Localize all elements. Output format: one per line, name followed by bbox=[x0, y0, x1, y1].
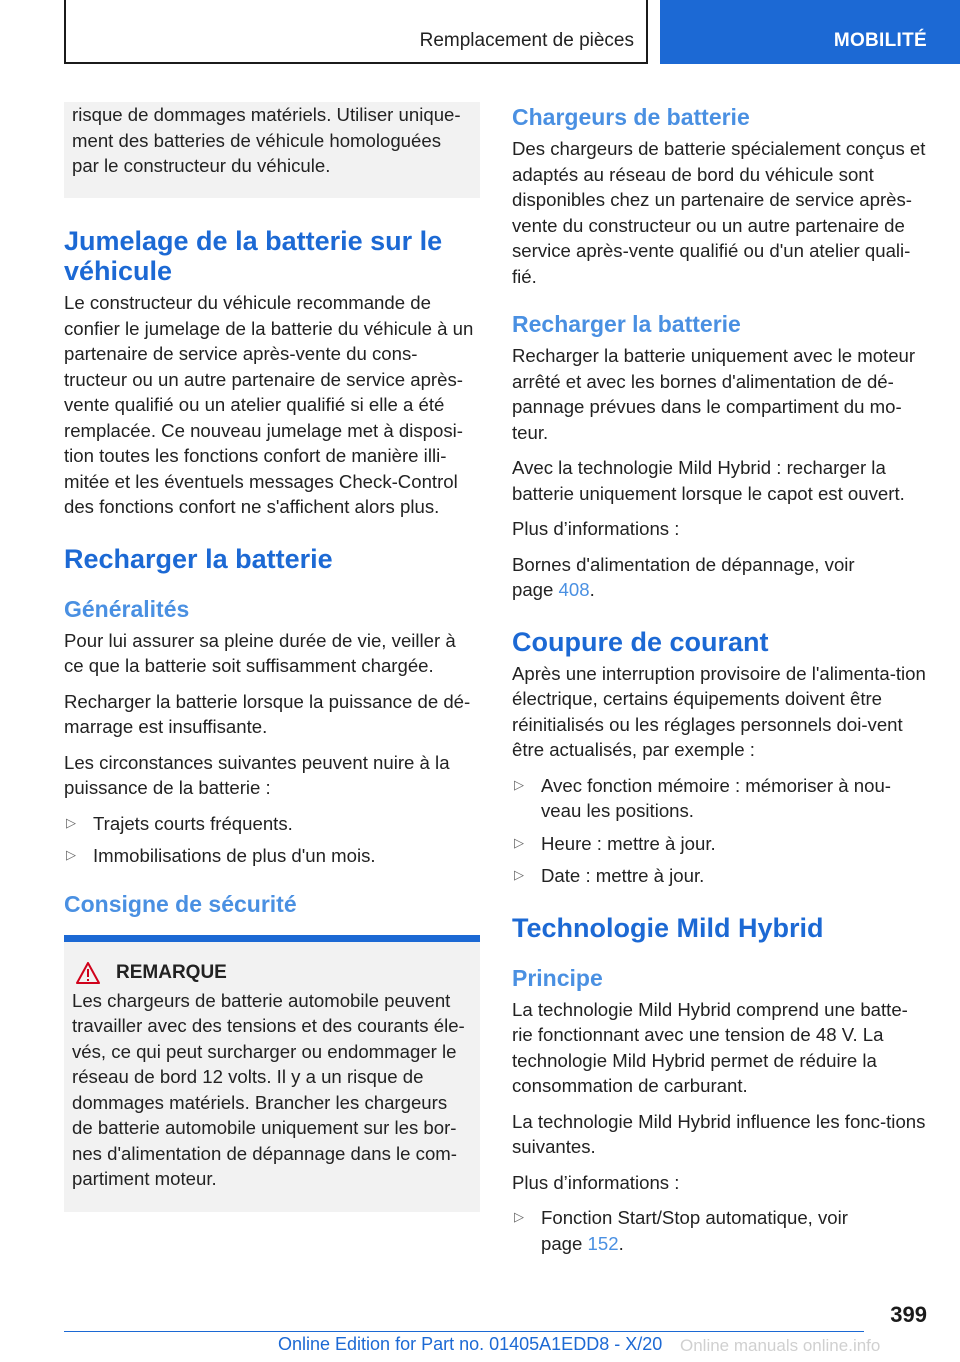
notice-text: Les chargeurs de batterie automobile peuvent travailler avec des tensions et des courants éle-vés, ce qui peut surcharger ou endommager le réseau de bord 12 volts. Il y a un risque de dommages matériels. Brancher les chargeurs de batterie automobile uniquement sur les bor-nes d'alimentation de dépannage dans le com-partiment moteur. bbox=[72, 989, 465, 1189]
pairing-text: Le constructeur du véhicule recommande de confier le jumelage de la batterie du véhicule à un partenaire de service après-vente du cons-tructeur ou un autre partenaire de service après-vente qualifié ou un atelier qualifié si elle a été remplacée. Ce nouveau jumelage met à disposi-tion toutes les fonctions confort de manière illi-mitée et les éventuels messages Check-Control des fonctions confort ne s'affichent alors plus. bbox=[64, 292, 474, 517]
chapter-title: MOBILITÉ bbox=[833, 30, 927, 51]
triangle-right-icon: ▷ bbox=[66, 847, 76, 862]
triangle-right-icon: ▷ bbox=[514, 834, 524, 850]
notice-box bbox=[64, 942, 480, 1212]
general-p1: Pour lui assurer sa pleine durée de vie, veiller à ce que la batterie soit suffisamment chargée. bbox=[64, 629, 456, 676]
battery-factors-list bbox=[64, 811, 480, 869]
triangle-right-icon: ▷ bbox=[514, 776, 524, 792]
header-chapter-tab bbox=[660, 0, 960, 64]
triangle-right-icon: ▷ bbox=[514, 867, 524, 882]
triangle-right-icon: ▷ bbox=[66, 814, 76, 830]
page-link-152[interactable]: 152 bbox=[587, 1232, 619, 1254]
principle-p1: La technologie Mild Hybrid comprend une batte-rie fonctionnant avec une tension de 48 V. La technologie Mild Hybrid permet de réduire la consommation de carburant. bbox=[512, 998, 908, 1096]
page-link-408[interactable]: 408 bbox=[558, 579, 590, 600]
left-column bbox=[64, 102, 480, 1212]
list-item: ▷ Trajets courts fréquents. bbox=[64, 811, 480, 837]
general-heading: Généralités bbox=[64, 595, 190, 622]
watermark: Online manuals online.info bbox=[680, 1336, 881, 1355]
charging-p4: Bornes d'alimentation de dépannage, voir page 408. bbox=[512, 553, 855, 600]
charging-p1: Recharger la batterie uniquement avec le moteur arrêté et avec les bornes d'alimentation de dé-pannage prévues dans le compartiment du mo-teur. bbox=[512, 345, 916, 443]
pairing-heading: Jumelage de la batterie sur le véhicule bbox=[64, 226, 443, 286]
charging-p2: Avec la technologie Mild Hybrid : recharger la batterie uniquement lorsque le capot est ouvert. bbox=[512, 457, 905, 504]
principle-p2: La technologie Mild Hybrid influence les fonc-tions suivantes. bbox=[512, 1110, 926, 1157]
edition-text: Online Edition for Part no. 01405A1EDD8 - X/20 bbox=[278, 1334, 663, 1354]
triangle-right-icon: ▷ bbox=[514, 1209, 524, 1224]
power-cut-heading: Coupure de courant bbox=[512, 626, 769, 657]
charging-heading: Recharger la batterie bbox=[512, 311, 741, 337]
list-item: ▷ Avec fonction mémoire : mémoriser à nou-veau les positions. bbox=[512, 773, 928, 824]
power-cut-list bbox=[512, 773, 928, 889]
general-p3: Les circonstances suivantes peuvent nuire à la puissance de la batterie : bbox=[64, 751, 450, 798]
notice-accent-bar bbox=[64, 935, 480, 942]
power-cut-text: Après une interruption provisoire de l'alimenta-tion électrique, certains équipements doivent être réinitialisés ou les réglages personnels doi-vent être actualisés, par exemple : bbox=[512, 662, 926, 760]
mild-hybrid-heading: Technologie Mild Hybrid bbox=[512, 912, 824, 943]
right-column bbox=[512, 102, 928, 1266]
principle-p3: Plus d’informations : bbox=[512, 1171, 680, 1193]
principle-heading: Principe bbox=[512, 964, 603, 991]
continued-warning-box bbox=[64, 102, 480, 198]
chargers-heading: Chargeurs de batterie bbox=[512, 104, 750, 130]
list-item: ▷ Heure : mettre à jour. bbox=[512, 831, 928, 857]
chargers-text: Des chargeurs de batterie spécialement conçus et adaptés au réseau de bord du véhicule sont disponibles chez un partenaire de service après-vente du constructeur ou un autre partenaire de service après-vente qualifié ou d'un atelier quali-fié. bbox=[512, 138, 926, 287]
charging-p3: Plus d’informations : bbox=[512, 518, 680, 539]
header-section-tab bbox=[64, 0, 648, 64]
list-item: ▷ Fonction Start/Stop automatique, voir page 152. bbox=[512, 1205, 928, 1256]
mild-hybrid-list bbox=[512, 1205, 928, 1256]
list-item: ▷ Immobilisations de plus d'un mois. bbox=[64, 843, 480, 869]
page-number: 399 bbox=[890, 1302, 927, 1327]
warning-triangle-icon bbox=[76, 962, 100, 984]
general-p2: Recharger la batterie lorsque la puissance de dé-marrage est insuffisante. bbox=[64, 690, 471, 737]
footer-divider bbox=[64, 1331, 864, 1332]
notice-title: REMARQUE bbox=[116, 961, 227, 983]
list-item: ▷ Date : mettre à jour. bbox=[512, 863, 928, 889]
notice-header bbox=[72, 962, 472, 984]
recharge-heading: Recharger la batterie bbox=[64, 543, 333, 574]
continued-warning-text: risque de dommages matériels. Utiliser unique-ment des batteries de véhicule homologuées par le constructeur du véhicule. bbox=[72, 104, 461, 176]
section-title: Remplacement de pièces bbox=[419, 30, 634, 51]
safety-heading: Consigne de sécurité bbox=[64, 890, 297, 917]
